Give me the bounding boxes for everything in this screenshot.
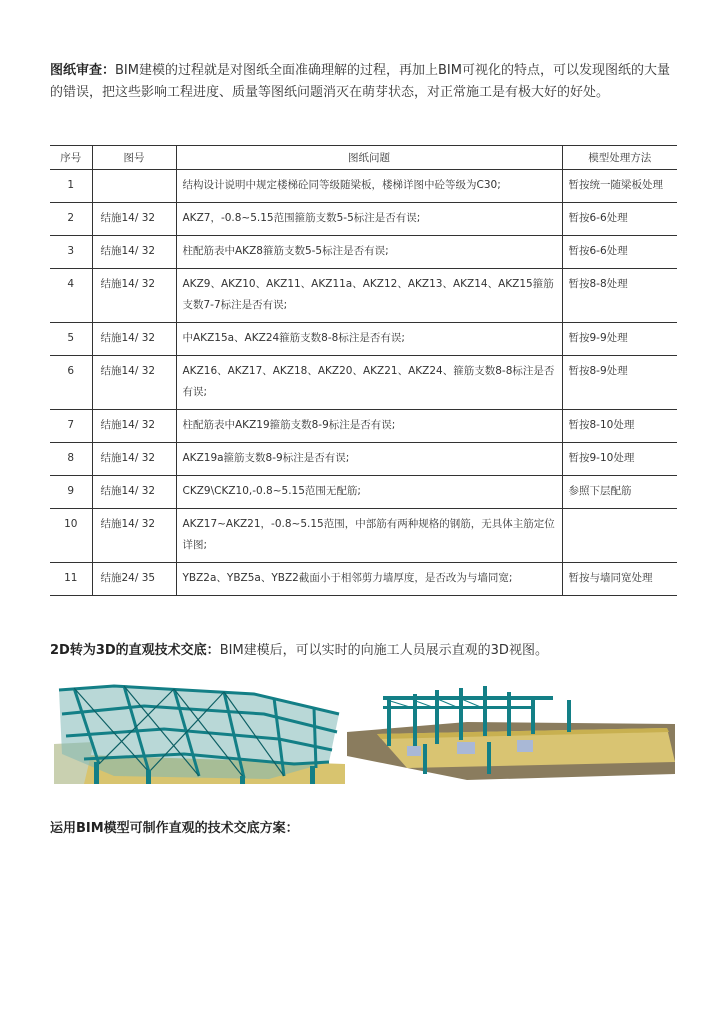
table-row (50, 323, 677, 356)
header-serial: 序号 (50, 146, 92, 170)
header-drawing-no: 图号 (92, 146, 176, 170)
cell-issue: 柱配筋表中AKZ8箍筋支数5-5标注是否有误; (176, 236, 562, 269)
section-body: BIM建模后，可以实时的向施工人员展示直观的3D视图。 (219, 643, 548, 658)
cell-drawing-no: 结施14/ 32 (92, 269, 176, 323)
cell-drawing-no: 结施14/ 32 (92, 476, 176, 509)
cell-serial: 6 (50, 356, 92, 410)
cell-serial: 7 (50, 410, 92, 443)
cell-issue: 结构设计说明中规定楼梯砼同等级随梁板，楼梯详图中砼等级为C30; (176, 170, 562, 203)
cell-method: 暂按6-6处理 (562, 203, 677, 236)
cell-method (562, 509, 677, 563)
cell-drawing-no: 结施14/ 32 (92, 356, 176, 410)
section-drawing-review (50, 60, 680, 104)
header-issue: 图纸问题 (176, 146, 562, 170)
cell-method: 暂按8-8处理 (562, 269, 677, 323)
cell-serial: 5 (50, 323, 92, 356)
cell-drawing-no (92, 170, 176, 203)
table-row (50, 269, 677, 323)
section-body: BIM建模的过程就是对图纸全面准确理解的过程，再加上BIM可视化的特点，可以发现图纸的大量的错误，把这些影响工程进度、质量等图纸问题消灭在萌芽状态，对正常施工是有极大好的好处。 (50, 63, 670, 100)
section-heading: 2D转为3D的直观技术交底： (50, 643, 220, 658)
cell-serial: 9 (50, 476, 92, 509)
table-row (50, 509, 677, 563)
cell-issue: 中AKZ15a、AKZ24箍筋支数8-8标注是否有误; (176, 323, 562, 356)
drawing-issues-table (50, 145, 677, 596)
bim-roof-model-image (54, 684, 345, 784)
cell-serial: 11 (50, 563, 92, 596)
table-header-row (50, 146, 677, 170)
cell-issue: AKZ16、AKZ17、AKZ18、AKZ20、AKZ21、AKZ24、箍筋支数8-8标注是否有误; (176, 356, 562, 410)
cell-drawing-no: 结施14/ 32 (92, 323, 176, 356)
table-row (50, 203, 677, 236)
cell-method: 暂按8-9处理 (562, 356, 677, 410)
cell-serial: 8 (50, 443, 92, 476)
cell-issue: CKZ9\CKZ10,-0.8~5.15范围无配筋; (176, 476, 562, 509)
cell-drawing-no: 结施14/ 32 (92, 203, 176, 236)
cell-issue: YBZ2a、YBZ5a、YBZ2截面小于相邻剪力墙厚度，是否改为与墙同宽; (176, 563, 562, 596)
cell-drawing-no: 结施14/ 32 (92, 236, 176, 269)
cell-method: 暂按统一随梁板处理 (562, 170, 677, 203)
table-row (50, 236, 677, 269)
cell-method: 参照下层配筋 (562, 476, 677, 509)
cell-serial: 4 (50, 269, 92, 323)
cell-drawing-no: 结施14/ 32 (92, 509, 176, 563)
cell-drawing-no: 结施14/ 32 (92, 443, 176, 476)
cell-issue: AKZ9、AKZ10、AKZ11、AKZ11a、AKZ12、AKZ13、AKZ14、AKZ15箍筋支数7-7标注是否有误; (176, 269, 562, 323)
cell-serial: 2 (50, 203, 92, 236)
cell-issue: AKZ7，-0.8~5.15范围箍筋支数5-5标注是否有误; (176, 203, 562, 236)
cell-issue: AKZ19a箍筋支数8-9标注是否有误; (176, 443, 562, 476)
cell-drawing-no: 结施14/ 32 (92, 410, 176, 443)
cell-drawing-no: 结施24/ 35 (92, 563, 176, 596)
cell-serial: 3 (50, 236, 92, 269)
header-method: 模型处理方法 (562, 146, 677, 170)
section-heading: 运用BIM模型可制作直观的技术交底方案： (50, 821, 299, 836)
table-row (50, 443, 677, 476)
cell-method: 暂按与墙同宽处理 (562, 563, 677, 596)
table-row (50, 356, 677, 410)
table-row (50, 476, 677, 509)
table-row (50, 563, 677, 596)
section-technical-briefing (50, 818, 680, 840)
section-3d-briefing (50, 640, 680, 662)
cell-issue: AKZ17~AKZ21，-0.8~5.15范围，中部筋有两种规格的钢筋，无具体主筋定位详图; (176, 509, 562, 563)
table-row (50, 410, 677, 443)
cell-issue: 柱配筋表中AKZ19箍筋支数8-9标注是否有误; (176, 410, 562, 443)
bim-station-model-image (347, 684, 675, 784)
cell-method: 暂按6-6处理 (562, 236, 677, 269)
section-heading: 图纸审查： (50, 63, 116, 78)
cell-method: 暂按9-10处理 (562, 443, 677, 476)
cell-method: 暂按8-10处理 (562, 410, 677, 443)
cell-serial: 1 (50, 170, 92, 203)
cell-method: 暂按9-9处理 (562, 323, 677, 356)
table-row (50, 170, 677, 203)
cell-serial: 10 (50, 509, 92, 563)
